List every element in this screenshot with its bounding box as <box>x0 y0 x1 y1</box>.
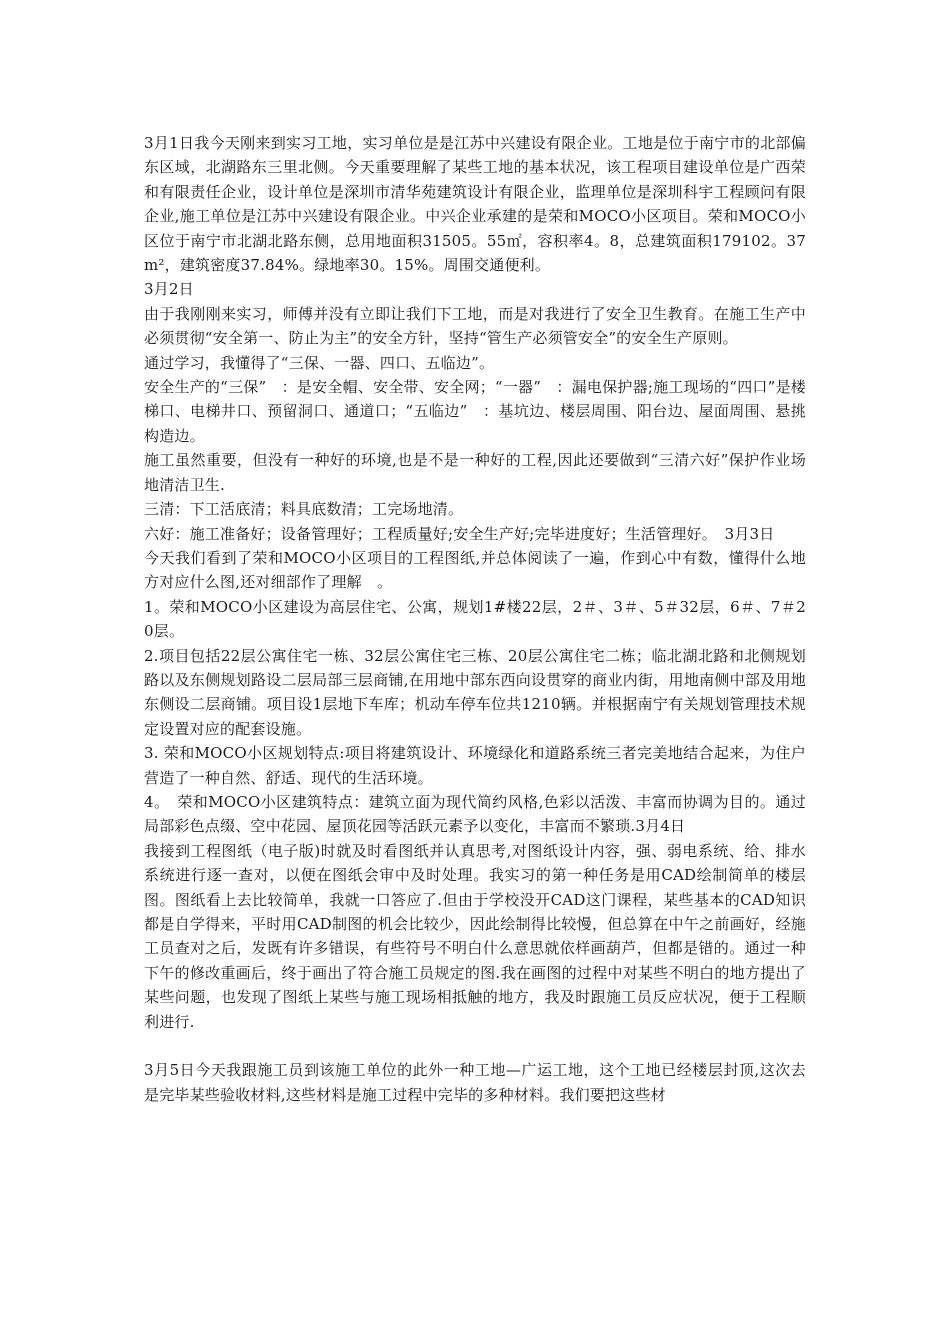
paragraph-environment: 施工虽然重要，但没有一种好的环境,也是不是一种好的工程,因此还要做到“三清六好”保护作业场地清洁卫生. <box>144 451 806 494</box>
list-item-1: 1。荣和MOCO小区建设为高层住宅、公寓，规划1#楼22层，2＃、3＃、5＃32层，6＃、7＃20层。 <box>144 597 806 641</box>
date-heading-march-2: 3月2日 <box>144 280 194 299</box>
list-item-3: 3. 荣和MOCO小区规划特点:项目将建筑设计、环境绿化和道路系统三者完美地结合起来，为住户营造了一种自然、舒适、现代的生活环境。 <box>144 744 806 787</box>
paragraph-learning-summary: 通过学习，我懂得了“三保、一器、四口、五临边”。 <box>144 353 495 372</box>
paragraph-march-5: 3月5日今天我跟施工员到该施工单位的此外一种工地—广运工地，这个工地已经楼层封顶,这次去是完毕某些验收材料,这些材料是施工过程中完毕的多种材料。我们要把这些材 <box>144 1061 806 1104</box>
paragraph-three-clean: 三清：下工活底清；料具底数清；工完场地清。 <box>144 500 464 519</box>
list-item-2: 2.项目包括22层公寓住宅一栋、32层公寓住宅三栋、20层公寓住宅二栋；临北湖北路和北侧规划路以及东侧规划路设二层局部三层商铺,在用地中部东西向设贯穿的商业内街，用地南侧中部及用地东侧设二层商铺。项目设1层地下车库；机动车停车位共1210辆。并根据南宁有关规划管理技术规定设置对应的配套设施。 <box>144 646 806 738</box>
paragraph-march-1: 3月1日我今天刚来到实习工地，实习单位是是江苏中兴建设有限企业。工地是位于南宁市的北部偏东区域，北湖路东三里北侧。今天重要理解了某些工地的基本状况，该工程项目建设单位是广西荣和有限责任企业，设计单位是深圳市清华苑建筑设计有限企业，监理单位是深圳科宇工程顾问有限企业,施工单位是江苏中兴建设有限企业。中兴企业承建的是荣和MOCO小区项目。荣和MOCO小区位于南宁市北湖北路东侧，总用地面积31505。55㎡，容积率4。8，总建筑面积179102。37m²，建筑密度37.84%。绿地率30。15%。周围交通便利。 <box>144 134 806 275</box>
list-item-4: 4。 荣和MOCO小区建筑特点：建筑立面为现代简约风格,色彩以活泼、丰富而协调为目的。通过局部彩色点缀、空中花园、屋顶花园等活跃元素予以变化，丰富而不繁琐.3月4日 <box>144 792 806 836</box>
paragraph-safety-items: 安全生产的“三保” ：是安全帽、安全带、安全网；“一器” ：漏电保护器;施工现场的“四口”是楼梯口、电梯井口、预留洞口、通道口；“五临边” ：基坑边、楼层周围、阳台边、屋面周围、悬挑构造边。 <box>144 378 806 445</box>
paragraph-march-3: 今天我们看到了荣和MOCO小区项目的工程图纸,并总体阅读了一遍，作到心中有数，懂得什么地方对应什么图,还对细部作了理解 。 <box>144 548 806 592</box>
paragraph-six-good: 六好：施工准备好；设备管理好；工程质量好;安全生产好;完毕进度好；生活管理好。 3月3日 <box>144 524 775 543</box>
paragraph-march-4: 我接到工程图纸（电子版)时就及时看图纸并认真思考,对图纸设计内容，强、弱电系统、给、排水系统进行逐一查对，以便在图纸会审中及时处理。我实习的第一种任务是用CAD绘制简单的楼层图。图纸看上去比较简单，我就一口答应了.但由于学校没开CAD这门课程，某些基本的CAD知识都是自学得来，平时用CAD制图的机会比较少，因此绘制得比较慢，但总算在中午之前画好，经施工员查对之后，发既有许多错误，有些符号不明白什么意思就依样画葫芦，但都是错的。通过一种下午的修改重画后，终于画出了符合施工员规定的图.我在画图的过程中对某些不明白的地方提出了某些问题，也发现了图纸上某些与施工现场相抵触的地方，我及时跟施工员反应状况，便于工程顺利进行. <box>144 841 806 1031</box>
paragraph-safety-education: 由于我刚刚来实习，师傅并没有立即让我们下工地，而是对我进行了安全卫生教育。在施工生产中必须贯彻“安全第一、防止为主”的安全方针，坚持“管生产必须管安全”的安全生产原则。 <box>144 304 806 348</box>
document-body <box>144 131 806 1107</box>
blank-line <box>144 1034 806 1058</box>
